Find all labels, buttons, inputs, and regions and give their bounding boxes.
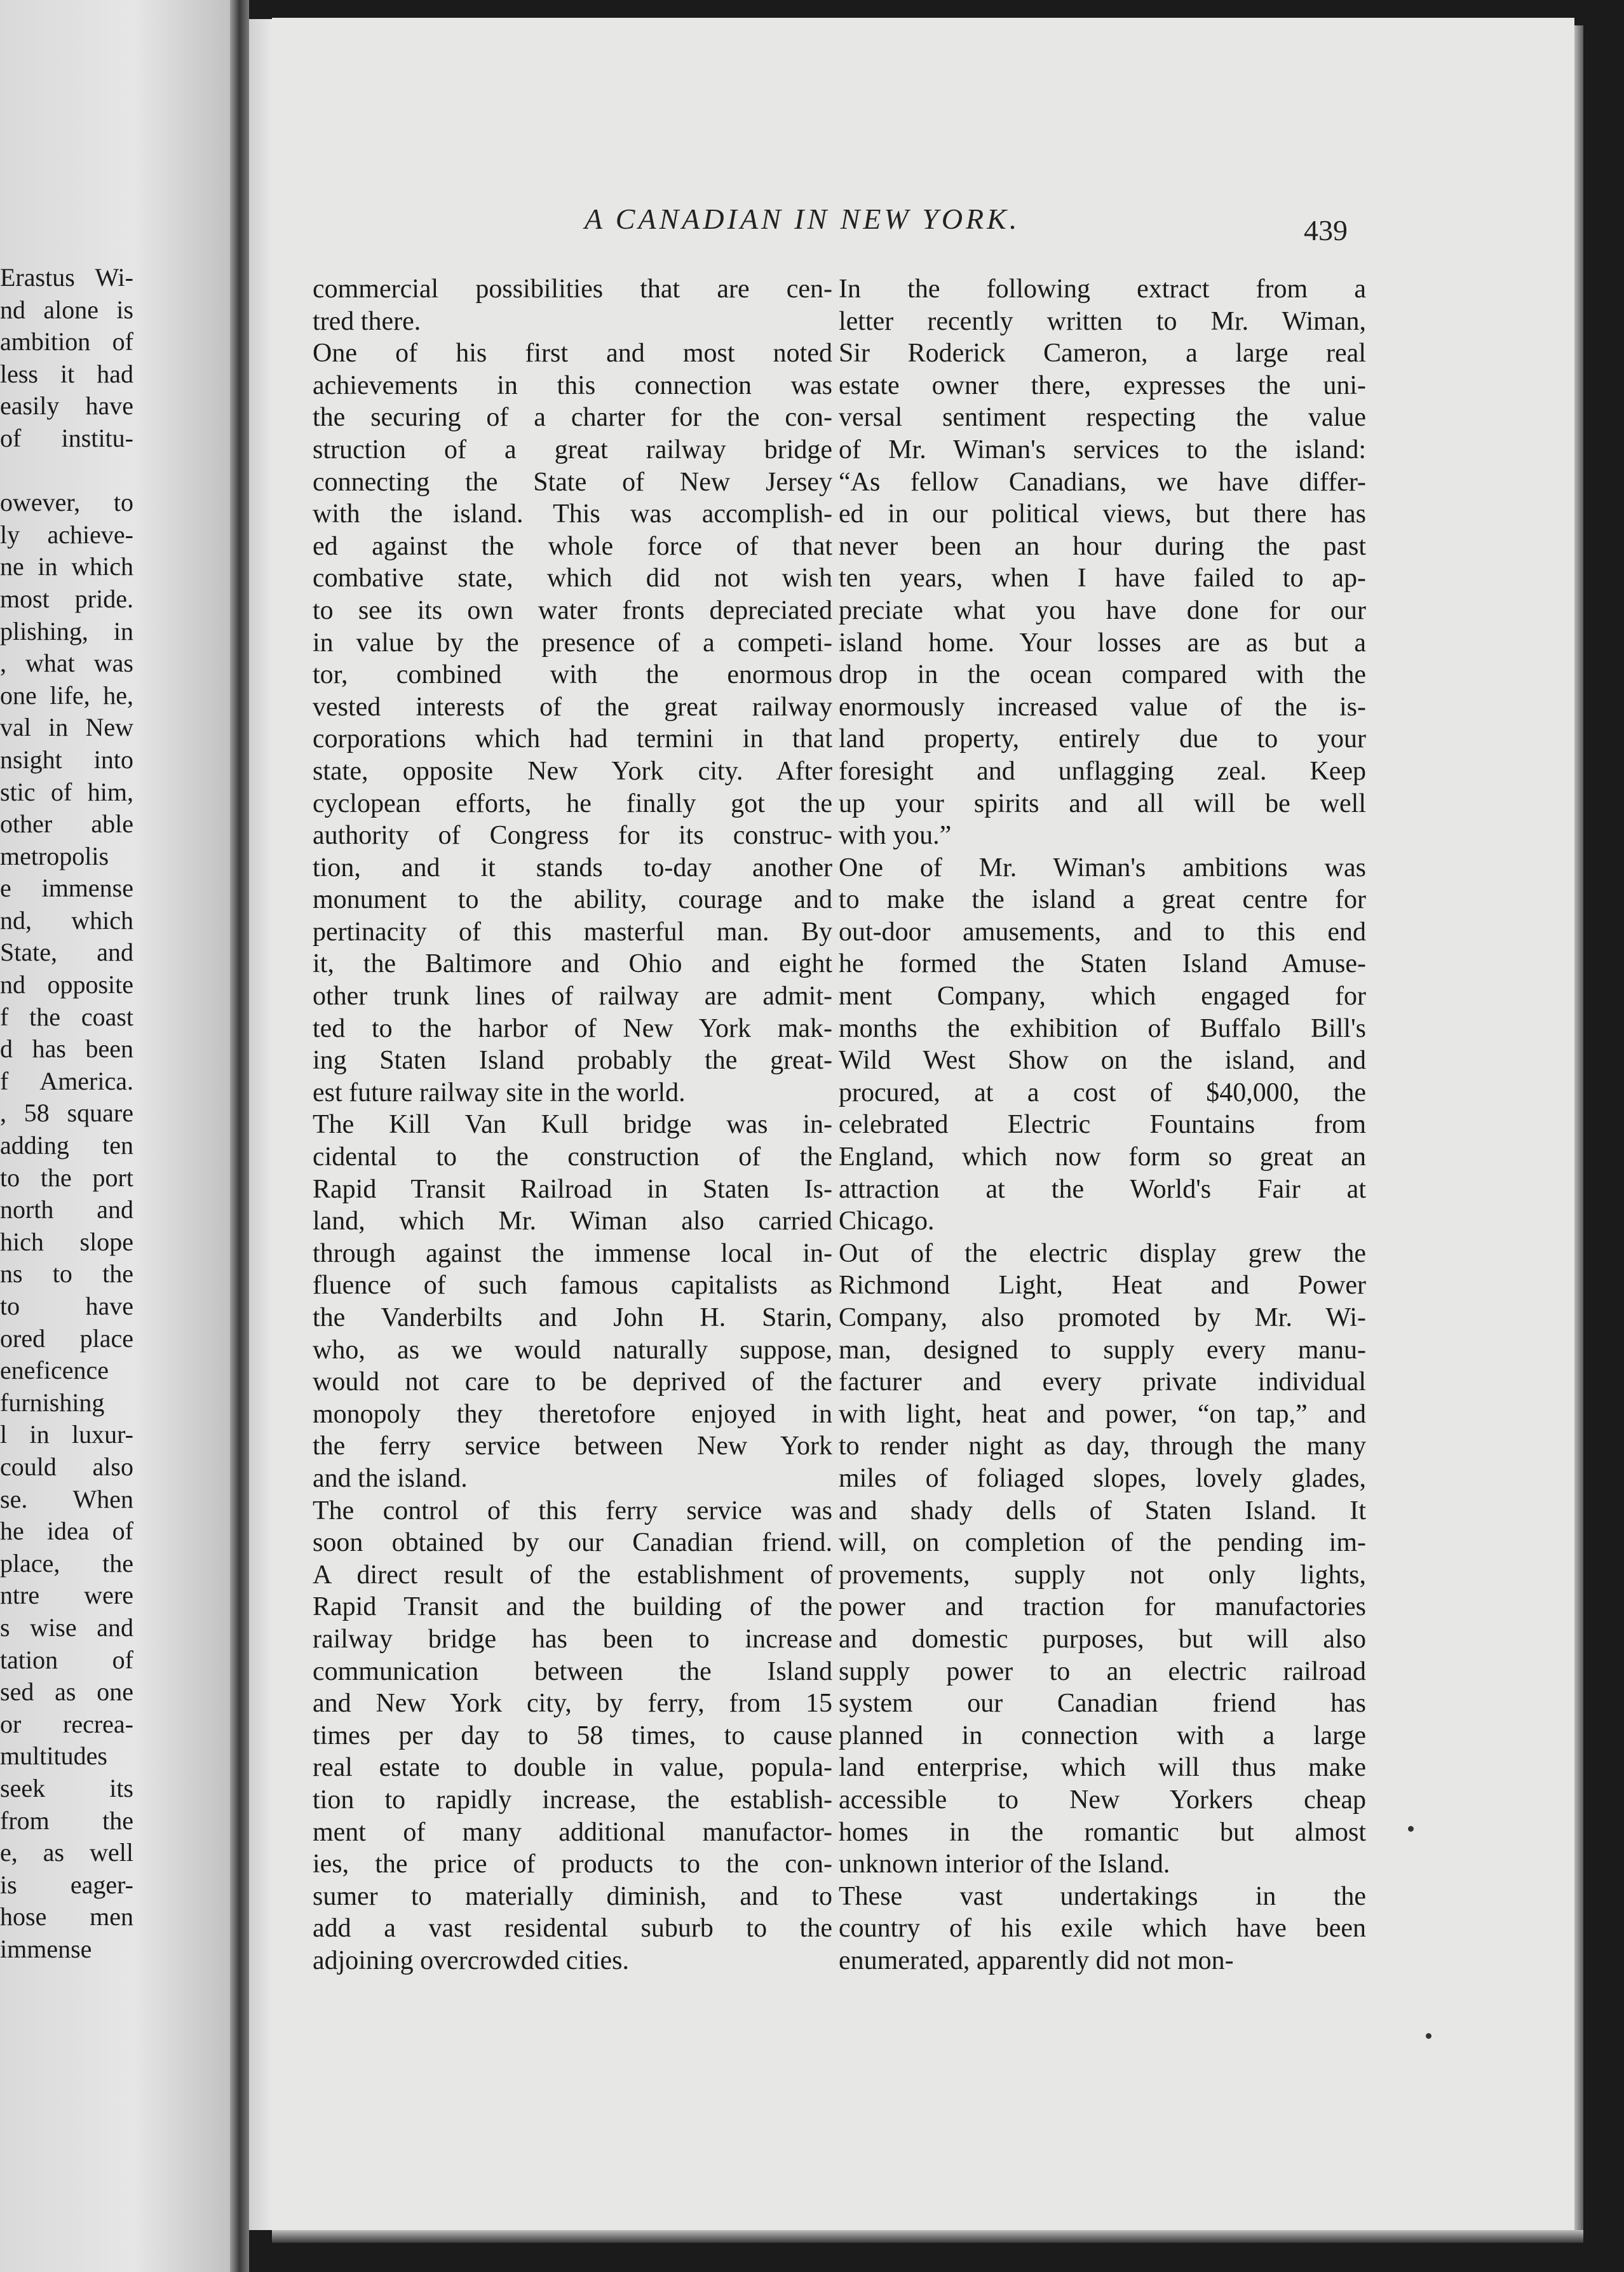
- text-line: ed in our political views, but there has: [839, 499, 1366, 529]
- text-line: cidental to the construction of the: [313, 1142, 832, 1172]
- text-line: through against the immense local in-: [313, 1238, 832, 1268]
- text-line: with you.”: [839, 821, 952, 851]
- fragment-line: ambition of: [0, 327, 133, 356]
- text-line: England, which now form so great an: [839, 1142, 1366, 1172]
- fragment-line: could also: [0, 1452, 133, 1481]
- text-line: accessible to New Yorkers cheap: [839, 1785, 1366, 1815]
- fragment-line: multitudes: [0, 1741, 107, 1771]
- text-line: struction of a great railway bridge: [313, 435, 832, 464]
- fragment-line: place, the: [0, 1548, 133, 1578]
- ink-speck: [1408, 1826, 1414, 1832]
- text-line: Company, also promoted by Mr. Wi-: [839, 1303, 1366, 1332]
- text-line: miles of foliaged slopes, lovely glades,: [839, 1463, 1366, 1493]
- fragment-line: , 58 square: [0, 1099, 133, 1128]
- text-line: provements, supply not only lights,: [839, 1560, 1366, 1590]
- fragment-line: he idea of: [0, 1517, 133, 1546]
- text-line: Sir Roderick Cameron, a large real: [839, 339, 1366, 369]
- fragment-line: ly achieve-: [0, 520, 133, 549]
- text-line: land property, entirely due to your: [839, 724, 1366, 754]
- text-line: island home. Your losses are as but a: [839, 628, 1366, 658]
- text-line: ies, the price of products to the con-: [313, 1849, 832, 1879]
- text-line: celebrated Electric Fountains from: [839, 1110, 1366, 1140]
- fragment-line: nsight into: [0, 745, 133, 774]
- fragment-line: [0, 455, 133, 487]
- text-line: One of Mr. Wiman's ambitions was: [839, 853, 1366, 882]
- text-line: ment Company, which engaged for: [839, 982, 1366, 1011]
- fragment-line: most pride.: [0, 584, 133, 613]
- text-column-left: [313, 273, 832, 1977]
- text-line: cyclopean efforts, he finally got the: [313, 788, 832, 818]
- fragment-line: tation of: [0, 1645, 133, 1674]
- text-line: and New York city, by ferry, from 15: [313, 1689, 832, 1719]
- text-line: supply power to an electric railroad: [839, 1656, 1366, 1686]
- fragment-line: immense: [0, 1934, 92, 1963]
- fragment-line: north and: [0, 1195, 133, 1224]
- text-line: ment of many additional manufactor-: [313, 1817, 832, 1847]
- text-line: corporations which had termini in that: [313, 724, 832, 754]
- fragment-line: seek its: [0, 1773, 133, 1802]
- text-line: Wild West Show on the island, and: [839, 1046, 1366, 1076]
- text-line: ted to the harbor of New York mak-: [313, 1013, 832, 1043]
- gutter-shadow: [249, 19, 272, 2230]
- fragment-line: se. When: [0, 1484, 133, 1513]
- text-line: months the exhibition of Buffalo Bill's: [839, 1013, 1366, 1043]
- fragment-line: easily have: [0, 391, 133, 421]
- fragment-line: to have: [0, 1292, 133, 1320]
- fragment-line: plishing, in: [0, 616, 133, 646]
- fragment-line: nd alone is: [0, 295, 133, 324]
- text-line: with the island. This was accomplish-: [313, 499, 832, 529]
- text-line: railway bridge has been to increase: [313, 1624, 832, 1654]
- text-line: ed against the whole force of that: [313, 531, 832, 561]
- text-line: drop in the ocean compared with the: [839, 660, 1366, 690]
- text-line: procured, at a cost of $40,000, the: [839, 1078, 1366, 1107]
- text-line: Chicago.: [839, 1207, 935, 1236]
- book-gutter: [230, 0, 249, 2272]
- fragment-line: owever, to: [0, 488, 133, 517]
- text-line: estate owner there, expresses the uni-: [839, 370, 1366, 400]
- text-line: Rapid Transit and the building of the: [313, 1592, 832, 1622]
- text-line: tred there.: [313, 306, 421, 336]
- text-line: “As fellow Canadians, we have differ-: [839, 467, 1366, 497]
- fragment-line: hose men: [0, 1902, 133, 1931]
- fragment-line: e immense: [0, 874, 133, 903]
- text-line: One of his first and most noted: [313, 339, 832, 369]
- running-head: A CANADIAN IN NEW YORK.: [585, 203, 1020, 235]
- text-line: land, which Mr. Wiman also carried: [313, 1207, 832, 1236]
- text-line: land enterprise, which will thus make: [839, 1753, 1366, 1783]
- left-page-fragment-column: [0, 262, 133, 1965]
- text-line: attraction at the World's Fair at: [839, 1174, 1366, 1204]
- fragment-line: State, and: [0, 938, 133, 967]
- text-line: ten years, when I have failed to ap-: [839, 564, 1366, 593]
- text-line: enumerated, apparently did not mon-: [839, 1945, 1234, 1975]
- text-line: vested interests of the great railway: [313, 692, 832, 722]
- fragment-line: nd, which: [0, 905, 133, 935]
- text-line: it, the Baltimore and Ohio and eight: [313, 949, 832, 979]
- fragment-line: of institu-: [0, 423, 133, 452]
- fragment-line: to the port: [0, 1163, 133, 1192]
- text-line: fluence of such famous capitalists as: [313, 1271, 832, 1301]
- text-line: system our Canadian friend has: [839, 1689, 1366, 1719]
- text-line: These vast undertakings in the: [839, 1881, 1366, 1911]
- text-line: preciate what you have done for our: [839, 595, 1366, 625]
- text-line: times per day to 58 times, to cause: [313, 1721, 832, 1750]
- fragment-line: f America.: [0, 1066, 133, 1095]
- text-line: sumer to materially diminish, and to: [313, 1881, 832, 1911]
- fragment-line: val in New: [0, 713, 133, 742]
- text-line: man, designed to supply every manu-: [839, 1335, 1366, 1365]
- text-line: ing Staten Island probably the great-: [313, 1046, 832, 1076]
- text-line: and domestic purposes, but will also: [839, 1624, 1366, 1654]
- text-line: The Kill Van Kull bridge was in-: [313, 1110, 832, 1140]
- text-line: tor, combined with the enormous: [313, 660, 832, 690]
- fragment-line: l in luxur-: [0, 1420, 133, 1449]
- fragment-line: s wise and: [0, 1613, 133, 1642]
- text-line: of Mr. Wiman's services to the island:: [839, 435, 1366, 464]
- text-line: real estate to double in value, popula-: [313, 1753, 832, 1783]
- text-line: achievements in this connection was: [313, 370, 832, 400]
- text-line: letter recently written to Mr. Wiman,: [839, 306, 1366, 336]
- text-line: country of his exile which have been: [839, 1914, 1366, 1944]
- text-line: Rapid Transit Railroad in Staten Is-: [313, 1174, 832, 1204]
- text-line: and the island.: [313, 1463, 468, 1493]
- fragment-line: or recrea-: [0, 1709, 133, 1738]
- text-line: to render night as day, through the many: [839, 1431, 1366, 1461]
- fragment-line: eneficence: [0, 1356, 109, 1385]
- page-edge-right: [1574, 25, 1583, 2230]
- text-line: would not care to be deprived of the: [313, 1367, 832, 1397]
- text-column-right: [839, 273, 1366, 1977]
- text-line: combative state, which did not wish: [313, 564, 832, 593]
- text-line: the ferry service between New York: [313, 1431, 832, 1461]
- text-line: to see its own water fronts depreciated: [313, 595, 832, 625]
- text-line: add a vast residental suburb to the: [313, 1914, 832, 1944]
- text-line: and shady dells of Staten Island. It: [839, 1496, 1366, 1525]
- text-line: connecting the State of New Jersey: [313, 467, 832, 497]
- text-line: to make the island a great centre for: [839, 885, 1366, 915]
- fragment-line: is eager-: [0, 1870, 133, 1899]
- fragment-line: metropolis: [0, 841, 109, 870]
- text-line: In the following extract from a: [839, 274, 1366, 304]
- text-line: tion to rapidly increase, the establish-: [313, 1785, 832, 1815]
- text-line: monopoly they theretofore enjoyed in: [313, 1399, 832, 1429]
- fragment-line: one life, he,: [0, 680, 133, 710]
- text-line: adjoining overcrowded cities.: [313, 1945, 630, 1975]
- text-line: soon obtained by our Canadian friend.: [313, 1528, 832, 1558]
- text-line: planned in connection with a large: [839, 1721, 1366, 1750]
- text-line: The control of this ferry service was: [313, 1496, 832, 1525]
- text-line: power and traction for manufactories: [839, 1592, 1366, 1622]
- fragment-line: furnishing: [0, 1388, 105, 1417]
- fragment-line: adding ten: [0, 1131, 133, 1160]
- text-line: unknown interior of the Island.: [839, 1849, 1170, 1879]
- text-line: Out of the electric display grew the: [839, 1238, 1366, 1268]
- text-line: out-door amusements, and to this end: [839, 917, 1366, 947]
- text-line: up your spirits and all will be well: [839, 788, 1366, 818]
- page-number: 439: [1304, 214, 1348, 247]
- text-line: he formed the Staten Island Amuse-: [839, 949, 1366, 979]
- text-line: enormously increased value of the is-: [839, 692, 1366, 722]
- fragment-line: sed as one: [0, 1677, 133, 1707]
- text-line: in value by the presence of a competi-: [313, 628, 832, 658]
- fragment-line: , what was: [0, 649, 133, 678]
- fragment-line: ored place: [0, 1323, 133, 1353]
- text-line: state, opposite New York city. After: [313, 756, 832, 786]
- text-line: the securing of a charter for the con-: [313, 403, 832, 433]
- text-line: who, as we would naturally suppose,: [313, 1335, 832, 1365]
- text-line: versal sentiment respecting the value: [839, 403, 1366, 433]
- text-line: the Vanderbilts and John H. Starin,: [313, 1303, 832, 1332]
- text-line: with light, heat and power, “on tap,” and: [839, 1399, 1366, 1429]
- fragment-line: ns to the: [0, 1259, 133, 1288]
- page-edge-bottom: [272, 2230, 1583, 2243]
- text-line: monument to the ability, courage and: [313, 885, 832, 915]
- ink-speck: [1426, 2033, 1431, 2039]
- text-line: communication between the Island: [313, 1656, 832, 1686]
- text-line: authority of Congress for its construc-: [313, 821, 832, 851]
- text-line: will, on completion of the pending im-: [839, 1528, 1366, 1558]
- fragment-line: other able: [0, 809, 133, 839]
- fragment-line: nd opposite: [0, 970, 133, 999]
- text-line: est future railway site in the world.: [313, 1078, 686, 1107]
- fragment-line: hich slope: [0, 1227, 133, 1256]
- fragment-line: ne in which: [0, 552, 133, 581]
- text-line: commercial possibilities that are cen-: [313, 274, 832, 304]
- fragment-line: e, as well: [0, 1838, 133, 1867]
- text-line: homes in the romantic but almost: [839, 1817, 1366, 1847]
- text-line: Richmond Light, Heat and Power: [839, 1271, 1366, 1301]
- text-line: A direct result of the establishment of: [313, 1560, 832, 1590]
- fragment-line: stic of him,: [0, 777, 133, 806]
- fragment-line: from the: [0, 1806, 133, 1835]
- text-line: foresight and unflagging zeal. Keep: [839, 756, 1366, 786]
- text-line: never been an hour during the past: [839, 531, 1366, 561]
- fragment-line: f the coast: [0, 1002, 133, 1031]
- text-line: tion, and it stands to-day another: [313, 853, 832, 882]
- fragment-line: ntre were: [0, 1581, 133, 1610]
- text-line: facturer and every private individual: [839, 1367, 1366, 1397]
- fragment-line: Erastus Wi-: [0, 263, 133, 292]
- fragment-line: less it had: [0, 359, 133, 388]
- fragment-line: d has been: [0, 1034, 133, 1064]
- text-line: pertinacity of this masterful man. By: [313, 917, 832, 947]
- text-line: other trunk lines of railway are admit-: [313, 982, 832, 1011]
